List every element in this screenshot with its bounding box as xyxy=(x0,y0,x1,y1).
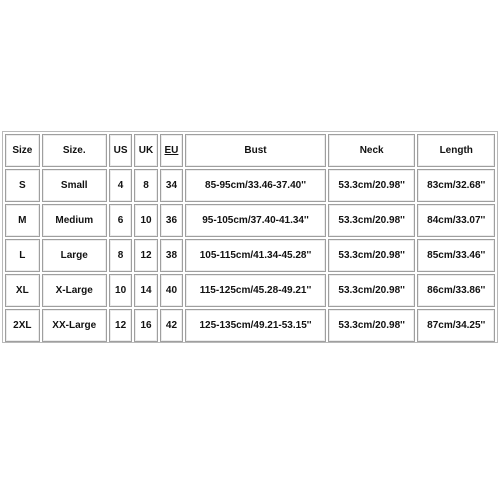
cell-length: 87cm/34.25'' xyxy=(417,309,495,342)
cell-size: XL xyxy=(5,274,40,307)
cell-us: 10 xyxy=(109,274,132,307)
cell-uk: 12 xyxy=(134,239,157,272)
header-cell-bust: Bust xyxy=(185,134,326,167)
cell-uk: 16 xyxy=(134,309,157,342)
header-cell-neck: Neck xyxy=(328,134,416,167)
cell-size-name: Small xyxy=(42,169,107,202)
cell-eu: 36 xyxy=(160,204,183,237)
cell-eu: 40 xyxy=(160,274,183,307)
cell-size-name: X-Large xyxy=(42,274,107,307)
header-cell-length: Length xyxy=(417,134,495,167)
cell-bust: 85-95cm/33.46-37.40'' xyxy=(185,169,326,202)
cell-bust: 115-125cm/45.28-49.21'' xyxy=(185,274,326,307)
cell-us: 6 xyxy=(109,204,132,237)
cell-uk: 8 xyxy=(134,169,157,202)
cell-size-name: Large xyxy=(42,239,107,272)
header-cell-size-name: Size. xyxy=(42,134,107,167)
cell-length: 84cm/33.07'' xyxy=(417,204,495,237)
table-row xyxy=(5,169,495,202)
cell-length: 83cm/32.68'' xyxy=(417,169,495,202)
cell-bust: 125-135cm/49.21-53.15'' xyxy=(185,309,326,342)
cell-size: M xyxy=(5,204,40,237)
header-cell-uk: UK xyxy=(134,134,157,167)
cell-us: 4 xyxy=(109,169,132,202)
cell-uk: 10 xyxy=(134,204,157,237)
table-row xyxy=(5,239,495,272)
cell-length: 85cm/33.46'' xyxy=(417,239,495,272)
cell-length: 86cm/33.86'' xyxy=(417,274,495,307)
cell-size-name: XX-Large xyxy=(42,309,107,342)
cell-neck: 53.3cm/20.98'' xyxy=(328,204,416,237)
size-chart-table xyxy=(3,132,497,344)
cell-size: 2XL xyxy=(5,309,40,342)
cell-eu: 34 xyxy=(160,169,183,202)
cell-bust: 105-115cm/41.34-45.28'' xyxy=(185,239,326,272)
header-cell-size: Size xyxy=(5,134,40,167)
cell-uk: 14 xyxy=(134,274,157,307)
cell-size: L xyxy=(5,239,40,272)
cell-size-name: Medium xyxy=(42,204,107,237)
cell-eu: 38 xyxy=(160,239,183,272)
cell-neck: 53.3cm/20.98'' xyxy=(328,274,416,307)
cell-us: 12 xyxy=(109,309,132,342)
table-header-row xyxy=(5,134,495,167)
cell-neck: 53.3cm/20.98'' xyxy=(328,169,416,202)
cell-us: 8 xyxy=(109,239,132,272)
cell-size: S xyxy=(5,169,40,202)
cell-neck: 53.3cm/20.98'' xyxy=(328,239,416,272)
size-chart xyxy=(2,131,498,343)
header-cell-eu: EU xyxy=(160,134,183,167)
header-cell-us: US xyxy=(109,134,132,167)
cell-neck: 53.3cm/20.98'' xyxy=(328,309,416,342)
table-row xyxy=(5,204,495,237)
cell-bust: 95-105cm/37.40-41.34'' xyxy=(185,204,326,237)
cell-eu: 42 xyxy=(160,309,183,342)
table-row xyxy=(5,274,495,307)
table-row xyxy=(5,309,495,342)
